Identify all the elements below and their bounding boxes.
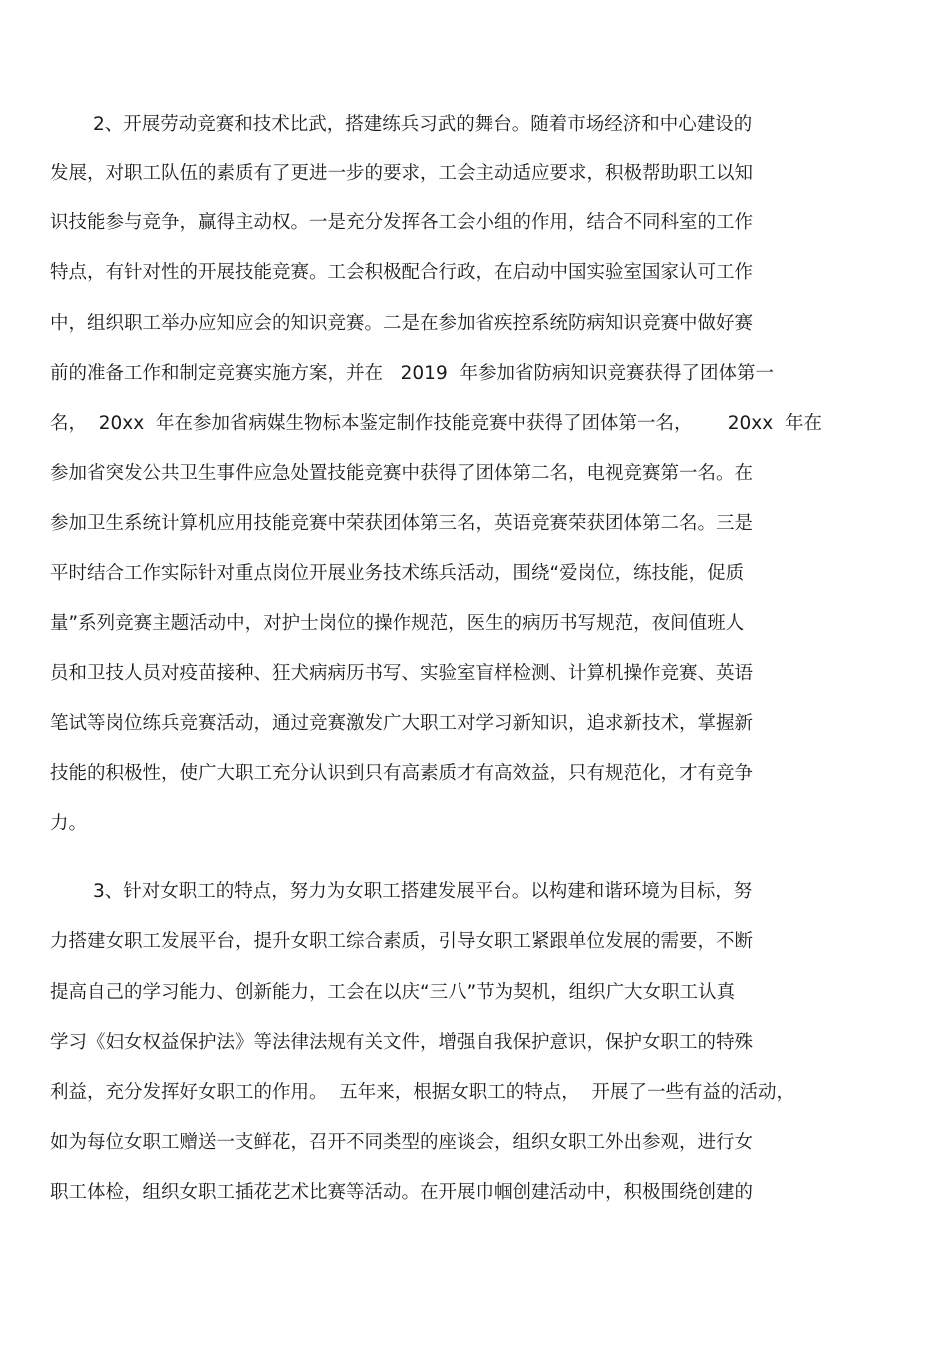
paragraph-1-line: 前的准备工作和制定竞赛实施方案，并在 2019 年参加省防病知识竞赛获得了团体第一 — [50, 363, 774, 384]
paragraph-2-line: 学习《妇女权益保护法》等法律法规有关文件，增强自我保护意识，保护女职工的特殊 — [50, 1032, 754, 1053]
paragraph-1-line: 员和卫技人员对疫苗接种、狂犬病病历书写、实验室盲样检测、计算机操作竞赛、英语 — [50, 663, 754, 684]
paragraph-1-line: 名， 20xx 年在参加省病媒生物标本鉴定制作技能竞赛中获得了团体第一名， 20xx 年在 — [50, 413, 822, 434]
paragraph-1-line: 特点，有针对性的开展技能竞赛。工会积极配合行政，在启动中国实验室国家认可工作 — [50, 262, 754, 283]
paragraph-1-line: 平时结合工作实际针对重点岗位开展业务技术练兵活动，围绕“爱岗位，练技能，促质 — [50, 563, 745, 584]
paragraph-2-line: 职工体检，组织女职工插花艺术比赛等活动。在开展巾帼创建活动中，积极围绕创建的 — [50, 1182, 754, 1203]
paragraph-2-line: 提高自己的学习能力、创新能力，工会在以庆“三八”节为契机，组织广大女职工认真 — [50, 982, 736, 1003]
paragraph-2-line: 如为每位女职工赠送一支鲜花，召开不同类型的座谈会，组织女职工外出参观，进行女 — [50, 1132, 754, 1153]
paragraph-2-line: 利益，充分发挥好女职工的作用。 五年来，根据女职工的特点， 开展了一些有益的活动， — [50, 1082, 796, 1103]
paragraph-2-line: 力搭建女职工发展平台，提升女职工综合素质，引导女职工紧跟单位发展的需要，不断 — [50, 931, 754, 952]
paragraph-1-line: 参加省突发公共卫生事件应急处置技能竞赛中获得了团体第二名，电视竞赛第一名。在 — [50, 463, 754, 484]
paragraph-1-line: 力。 — [50, 813, 88, 834]
paragraph-1-line: 参加卫生系统计算机应用技能竞赛中荣获团体第三名，英语竞赛荣获团体第二名。三是 — [50, 513, 754, 534]
paragraph-1-line: 笔试等岗位练兵竞赛活动，通过竞赛激发广大职工对学习新知识，追求新技术，掌握新 — [50, 713, 754, 734]
paragraph-1-line: 中，组织职工举办应知应会的知识竞赛。二是在参加省疾控系统防病知识竞赛中做好赛 — [50, 313, 754, 334]
paragraph-2-line: 3、针对女职工的特点，努力为女职工搭建发展平台。以构建和谐环境为目标，努 — [93, 881, 753, 902]
paragraph-1-line: 量”系列竞赛主题活动中，对护士岗位的操作规范，医生的病历书写规范，夜间值班人 — [50, 613, 745, 634]
paragraph-1-line: 发展，对职工队伍的素质有了更进一步的要求，工会主动适应要求，积极帮助职工以知 — [50, 163, 754, 184]
paragraph-1-line: 2、开展劳动竞赛和技术比武，搭建练兵习武的舞台。随着市场经济和中心建设的 — [93, 114, 753, 135]
paragraph-1-line: 技能的积极性，使广大职工充分认识到只有高素质才有高效益，只有规范化，才有竞争 — [50, 763, 754, 784]
paragraph-1-line: 识技能参与竞争，赢得主动权。一是充分发挥各工会小组的作用，结合不同科室的工作 — [50, 212, 754, 233]
